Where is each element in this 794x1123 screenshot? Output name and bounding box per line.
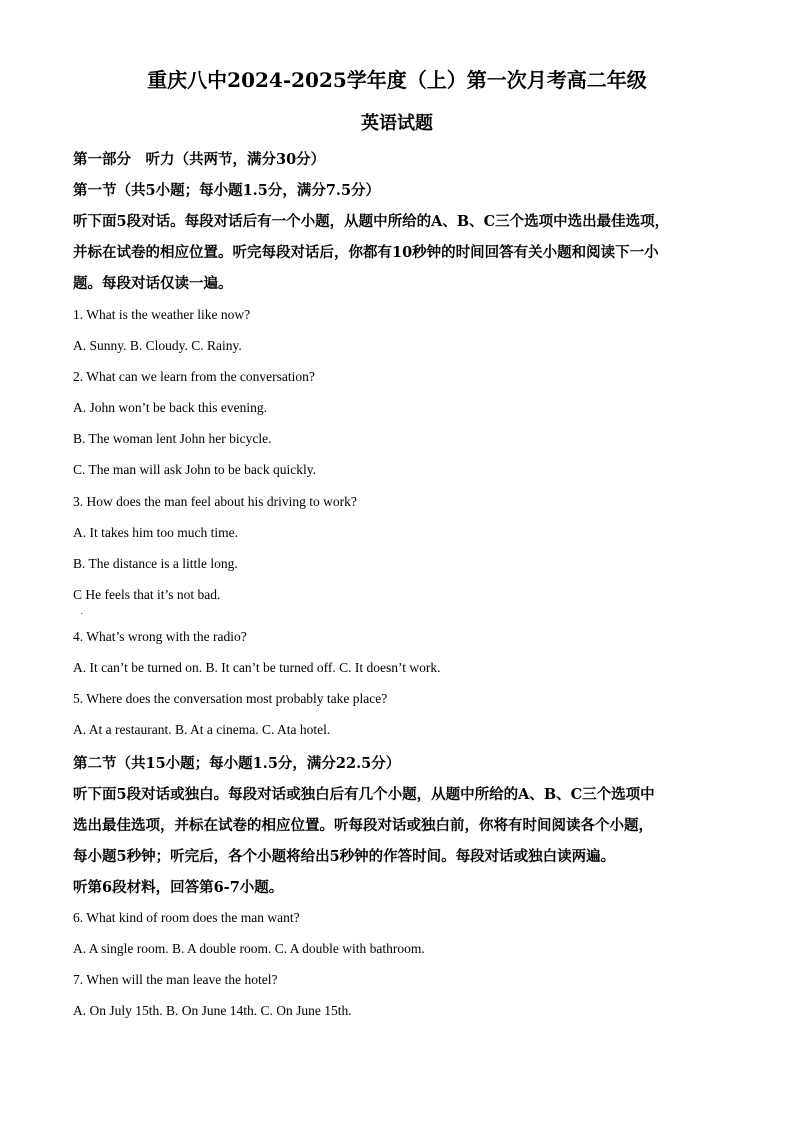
instruction-line: 选出最佳选项，并标在试卷的相应位置。听每段对话或独白前，你将有时间阅读各个小题， xyxy=(73,817,653,834)
stray-mark: · xyxy=(80,609,84,620)
exam-subtitle: 英语试题 xyxy=(361,113,433,134)
question-3: 3. How does the man feel about his driving to work? xyxy=(73,494,357,509)
question-3-option-b: B. The distance is a little long. xyxy=(73,556,238,571)
question-7-options: A. On July 15th. B. On June 14th. C. On June 15th. xyxy=(73,1003,352,1018)
instruction-line: 听下面5段对话或独白。每段对话或独白后有几个小题，从题中所给的A、B、C三个选项中 xyxy=(73,786,655,803)
question-2-option-b: B. The woman lent John her bicycle. xyxy=(73,431,272,446)
section2-heading: 第二节（共15小题；每小题1.5分，满分22.5分） xyxy=(73,755,401,772)
section1-instructions xyxy=(73,206,725,299)
question-4-options: A. It can’t be turned on. B. It can’t be turned off. C. It doesn’t work. xyxy=(73,660,441,675)
section1-heading: 第一节（共5小题；每小题1.5分，满分7.5分） xyxy=(73,182,381,199)
question-6: 6. What kind of room does the man want? xyxy=(73,910,300,925)
question-2: 2. What can we learn from the conversation? xyxy=(73,369,315,384)
question-1: 1. What is the weather like now? xyxy=(73,307,251,322)
material-6-heading: 听第6段材料，回答第6-7小题。 xyxy=(73,879,284,896)
instruction-line: 题。每段对话仅读一遍。 xyxy=(73,275,233,292)
instruction-line: 听下面5段对话。每段对话后有一个小题，从题中所给的A、B、C三个选项中选出最佳选项， xyxy=(73,213,670,230)
part1-heading: 第一部分 听力（共两节，满分30分） xyxy=(73,151,326,168)
question-5: 5. Where does the conversation most probably take place? xyxy=(73,691,388,706)
question-5-options: A. At a restaurant. B. At a cinema. C. Ata hotel. xyxy=(73,722,331,737)
instruction-line: 并标在试卷的相应位置。听完每段对话后，你都有10秒钟的时间回答有关小题和阅读下一小 xyxy=(73,244,659,261)
question-2-option-c: C. The man will ask John to be back quickly. xyxy=(73,462,316,477)
question-7: 7. When will the man leave the hotel? xyxy=(73,972,278,987)
question-2-option-a: A. John won’t be back this evening. xyxy=(73,400,267,415)
question-4: 4. What’s wrong with the radio? xyxy=(73,629,247,644)
exam-title: 重庆八中2024-2025学年度（上）第一次月考高二年级 xyxy=(147,68,647,92)
question-3-option-c: C He feels that it’s not bad. xyxy=(73,587,221,602)
instruction-line: 每小题5秒钟；听完后，各个小题将给出5秒钟的作答时间。每段对话或独白读两遍。 xyxy=(73,848,616,865)
section2-instructions xyxy=(73,779,725,872)
question-6-options: A. A single room. B. A double room. C. A double with bathroom. xyxy=(73,941,425,956)
question-3-option-a: A. It takes him too much time. xyxy=(73,525,238,540)
question-1-options: A. Sunny. B. Cloudy. C. Rainy. xyxy=(73,338,242,353)
